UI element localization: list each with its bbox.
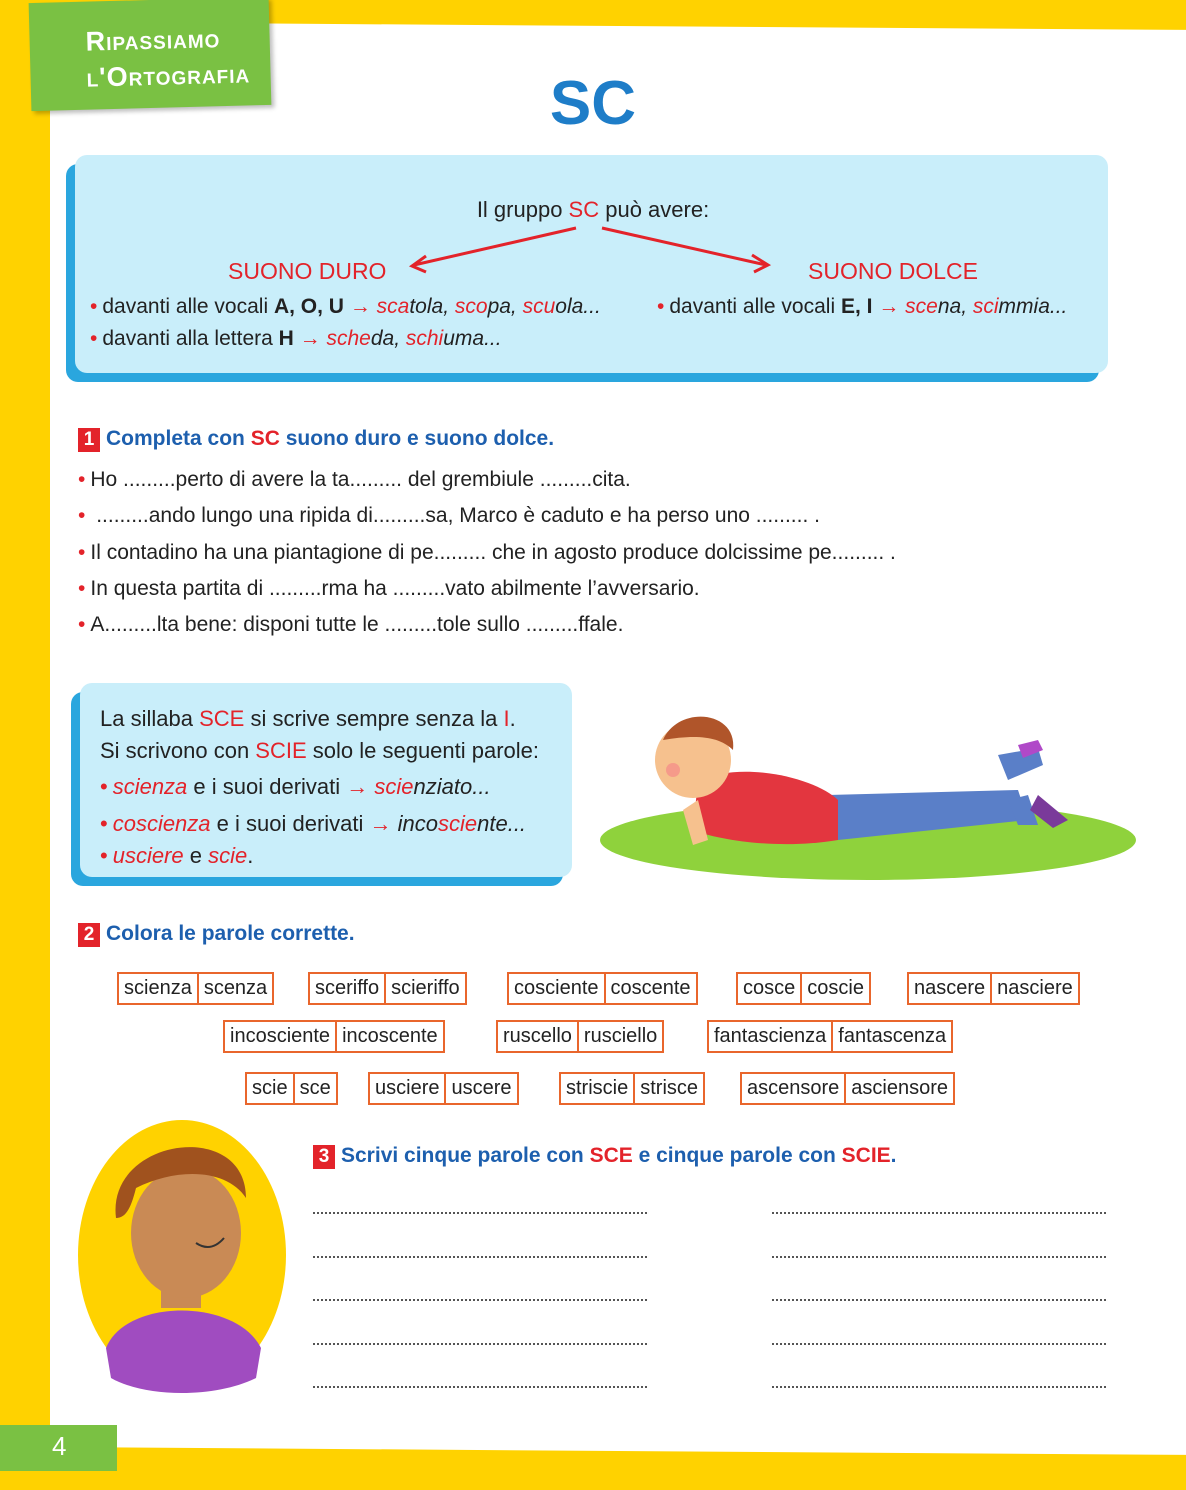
answer-line[interactable] bbox=[313, 1256, 647, 1258]
text-segment: → bbox=[343, 295, 377, 318]
text-segment: uma... bbox=[443, 327, 502, 350]
text-segment: scu bbox=[522, 295, 556, 318]
exercise-number: 2 bbox=[78, 923, 100, 947]
exercise-1-heading bbox=[78, 427, 554, 452]
word-pair bbox=[223, 1020, 445, 1053]
answer-line[interactable] bbox=[772, 1212, 1106, 1214]
word-choice[interactable]: striscie bbox=[566, 1077, 629, 1099]
text-segment: Colora le parole corrette. bbox=[106, 922, 355, 945]
text-segment: e i suoi derivati bbox=[187, 774, 347, 799]
text-segment: nziato... bbox=[413, 774, 491, 799]
text-segment: sce bbox=[905, 295, 938, 318]
text-segment: e cinque parole con bbox=[632, 1144, 842, 1167]
text-segment: A, O, U bbox=[273, 295, 344, 318]
exercise-1-sentence bbox=[78, 613, 623, 637]
exercise-number: 3 bbox=[313, 1145, 335, 1169]
answer-line[interactable] bbox=[313, 1212, 647, 1214]
word-choice[interactable]: coscente bbox=[604, 974, 696, 1003]
exercise-2-title bbox=[106, 922, 355, 945]
text-segment: Ho .........perto di avere la ta......... del grembiule .........cita. bbox=[90, 468, 631, 491]
soft-rule-1 bbox=[657, 295, 1067, 319]
word-pair bbox=[907, 972, 1080, 1005]
box2-bullet-2 bbox=[100, 811, 526, 837]
word-pair bbox=[368, 1072, 519, 1105]
word-choice[interactable]: incosciente bbox=[230, 1025, 331, 1047]
exercise-1-sentence bbox=[78, 468, 631, 492]
exercise-2-heading bbox=[78, 922, 355, 947]
text-segment: Scrivi cinque parole con bbox=[341, 1144, 590, 1167]
word-choice[interactable]: rusciello bbox=[577, 1022, 662, 1051]
text-segment: scie bbox=[438, 811, 478, 836]
text-segment: mmia... bbox=[998, 295, 1068, 318]
bullet-icon: • bbox=[78, 504, 86, 527]
text-segment: nte... bbox=[477, 811, 527, 836]
exercise-1-title bbox=[106, 427, 554, 450]
text-segment: scie bbox=[208, 843, 248, 868]
word-choice[interactable]: fantascenza bbox=[831, 1022, 951, 1051]
tab-line-2: l'Ortografia bbox=[86, 58, 251, 93]
word-choice[interactable]: fantascienza bbox=[714, 1025, 827, 1047]
text-segment: na, bbox=[937, 295, 973, 318]
text-segment: Il contadino ha una piantagione di pe......... che in agosto produce dolcissime pe......... . bbox=[90, 541, 896, 564]
text-segment: e i suoi derivati bbox=[210, 811, 370, 836]
text-segment: SCIE bbox=[841, 1144, 891, 1167]
page-title: SC bbox=[549, 69, 637, 138]
word-choice[interactable]: sceriffo bbox=[315, 977, 380, 999]
bullet-icon: • bbox=[78, 577, 86, 600]
word-choice[interactable]: nasciere bbox=[990, 974, 1078, 1003]
word-pair bbox=[736, 972, 871, 1005]
text-segment: e bbox=[183, 843, 209, 868]
word-choice[interactable]: cosciente bbox=[514, 977, 599, 999]
word-pair bbox=[245, 1072, 338, 1105]
text-segment: SCE bbox=[199, 706, 245, 731]
text-segment: → bbox=[872, 295, 906, 318]
text-segment: E, I bbox=[840, 295, 873, 318]
bullet-icon: • bbox=[100, 843, 108, 868]
answer-line[interactable] bbox=[772, 1299, 1106, 1301]
word-choice[interactable]: sce bbox=[293, 1074, 336, 1103]
text-segment: ola... bbox=[555, 295, 601, 318]
text-segment: H bbox=[278, 327, 294, 350]
box2-line-1 bbox=[100, 706, 516, 732]
text-segment: solo le seguenti parole: bbox=[306, 738, 540, 763]
exercise-1-sentence bbox=[78, 504, 820, 528]
word-choice[interactable]: usciere bbox=[375, 1077, 440, 1099]
box2-bullet-1 bbox=[100, 774, 491, 800]
exercise-1-sentence bbox=[78, 577, 700, 601]
answer-line[interactable] bbox=[772, 1343, 1106, 1345]
word-pair bbox=[707, 1020, 953, 1053]
text-segment: A.........lta bene: disponi tutte le .........tole sullo .........ffale. bbox=[90, 613, 624, 636]
text-segment: . bbox=[890, 1144, 897, 1167]
text-segment: si scrive sempre senza la bbox=[244, 706, 504, 731]
word-pair bbox=[559, 1072, 705, 1105]
text-segment: davanti alla lettera bbox=[102, 327, 279, 350]
word-choice[interactable]: scenza bbox=[197, 974, 272, 1003]
text-segment: . bbox=[509, 706, 516, 731]
word-choice[interactable]: scienza bbox=[124, 977, 192, 999]
hard-rule-2 bbox=[90, 327, 502, 351]
word-pair bbox=[507, 972, 698, 1005]
boy-lying-illustration bbox=[598, 700, 1143, 885]
answer-line[interactable] bbox=[313, 1386, 647, 1388]
text-segment: SCE bbox=[589, 1144, 633, 1167]
exercise-1-sentence bbox=[78, 541, 896, 565]
bullet-icon: • bbox=[657, 295, 665, 318]
bullet-icon: • bbox=[90, 327, 98, 350]
page-number: 4 bbox=[0, 1425, 117, 1471]
answer-line[interactable] bbox=[313, 1343, 647, 1345]
text-segment: In questa partita di .........rma ha .........vato abilmente l’avversario. bbox=[90, 577, 700, 600]
text-segment: inco bbox=[397, 811, 438, 836]
text-segment: Si scrivono con bbox=[100, 738, 256, 763]
word-pair bbox=[117, 972, 274, 1005]
text-segment: Completa con bbox=[106, 427, 251, 450]
text-segment: SC bbox=[250, 427, 280, 450]
text-segment: La sillaba bbox=[100, 706, 200, 731]
word-pair bbox=[308, 972, 467, 1005]
bullet-icon: • bbox=[78, 468, 86, 491]
text-segment: schi bbox=[405, 327, 444, 350]
text-segment: davanti alle vocali bbox=[102, 295, 274, 318]
word-choice[interactable]: cosce bbox=[743, 977, 796, 999]
box2-line-2 bbox=[100, 738, 539, 764]
text-segment: suono duro e suono dolce. bbox=[279, 427, 555, 450]
exercise-3-title bbox=[341, 1144, 897, 1167]
word-choice[interactable]: coscie bbox=[800, 974, 869, 1003]
text-segment: → bbox=[369, 811, 398, 836]
text-segment: da, bbox=[370, 327, 406, 350]
text-segment: .........ando lungo una ripida di.........sa, Marco è caduto e ha perso uno ......... . bbox=[90, 504, 820, 527]
text-segment: sche bbox=[326, 327, 371, 350]
word-choice[interactable]: scie bbox=[252, 1077, 288, 1099]
branch-arrows-icon bbox=[400, 220, 780, 280]
word-choice[interactable]: ascensore bbox=[747, 1077, 840, 1099]
text-segment: scie bbox=[374, 774, 414, 799]
bullet-icon: • bbox=[78, 613, 86, 636]
bullet-icon: • bbox=[100, 774, 108, 799]
word-choice[interactable]: asciensore bbox=[844, 1074, 953, 1103]
bullet-icon: • bbox=[78, 541, 86, 564]
word-choice[interactable]: incoscente bbox=[335, 1022, 443, 1051]
answer-line[interactable] bbox=[772, 1386, 1106, 1388]
tab-line-1: Ripassiamo bbox=[85, 23, 221, 57]
box2-bullet-3 bbox=[100, 843, 253, 869]
word-choice[interactable]: nascere bbox=[914, 977, 986, 999]
hard-rule-1 bbox=[90, 295, 601, 319]
text-segment: può avere: bbox=[599, 197, 710, 222]
text-segment: Il gruppo bbox=[476, 197, 569, 222]
exercise-3-heading bbox=[313, 1144, 897, 1169]
text-segment: davanti alle vocali bbox=[669, 295, 841, 318]
text-segment: . bbox=[247, 843, 254, 868]
word-choice[interactable]: ruscello bbox=[503, 1025, 572, 1047]
answer-line[interactable] bbox=[772, 1256, 1106, 1258]
text-segment: scienza bbox=[112, 774, 188, 799]
text-segment: usciere bbox=[112, 843, 184, 868]
word-pair bbox=[740, 1072, 955, 1105]
text-segment: coscienza bbox=[112, 811, 211, 836]
word-choice[interactable]: strisce bbox=[633, 1074, 703, 1103]
text-segment: sca bbox=[376, 295, 410, 318]
word-choice[interactable]: uscere bbox=[444, 1074, 516, 1103]
word-choice[interactable]: scieriffo bbox=[384, 974, 465, 1003]
soft-sound-title: SUONO DOLCE bbox=[808, 258, 978, 284]
hard-sound-title: SUONO DURO bbox=[228, 258, 387, 284]
text-segment: SC bbox=[568, 197, 600, 222]
text-segment: tola, bbox=[409, 295, 455, 318]
text-segment: pa, bbox=[487, 295, 523, 318]
bullet-icon: • bbox=[90, 295, 98, 318]
girl-illustration bbox=[76, 1118, 288, 1393]
text-segment: → bbox=[293, 327, 327, 350]
text-segment: → bbox=[346, 774, 375, 799]
bullet-icon: • bbox=[100, 811, 108, 836]
text-segment: sci bbox=[972, 295, 999, 318]
text-segment: sco bbox=[454, 295, 488, 318]
word-pair bbox=[496, 1020, 664, 1053]
text-segment: SCIE bbox=[255, 738, 307, 763]
answer-line[interactable] bbox=[313, 1299, 647, 1301]
exercise-number: 1 bbox=[78, 428, 100, 452]
text-segment: I bbox=[503, 706, 510, 731]
